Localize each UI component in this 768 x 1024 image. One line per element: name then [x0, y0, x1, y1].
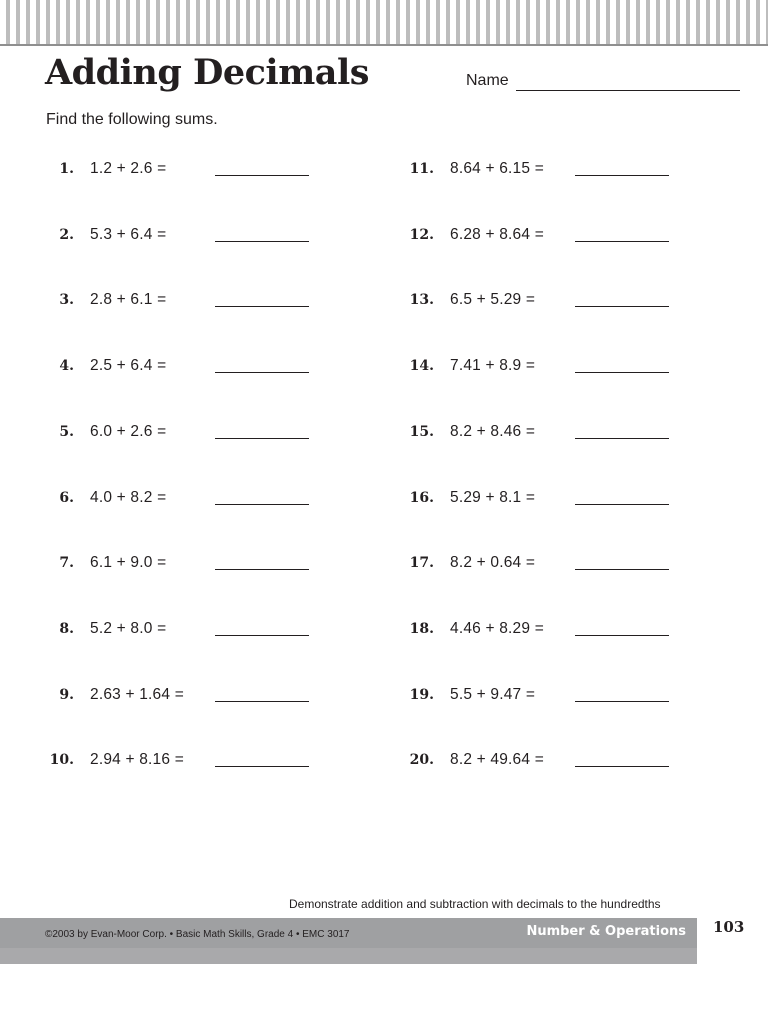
problem-expression: 5.29 + 8.1 = — [450, 488, 536, 506]
problem-expression: 8.2 + 49.64 = — [450, 751, 544, 769]
problem-number: 11. — [409, 161, 434, 177]
problem-expression: 1.2 + 2.6 = — [90, 160, 167, 177]
problem-item — [407, 619, 737, 643]
problem-number: 17. — [409, 555, 434, 572]
problem-expression: 5.5 + 9.47 = — [450, 685, 536, 703]
name-blank-line[interactable] — [516, 90, 740, 91]
answer-blank[interactable] — [575, 241, 669, 242]
problem-expression: 5.2 + 8.0 = — [90, 619, 167, 637]
problem-item — [407, 685, 737, 709]
problem-item — [407, 750, 737, 774]
problem-number: 2. — [59, 226, 74, 243]
problem-item — [407, 488, 737, 512]
problem-number: 1. — [59, 161, 74, 177]
answer-blank[interactable] — [215, 569, 309, 570]
problem-item — [407, 553, 737, 577]
instructions: Find the following sums. — [46, 111, 218, 128]
problem-item — [407, 225, 737, 249]
problem-expression: 2.94 + 8.16 = — [90, 751, 184, 769]
problem-number: 4. — [59, 358, 74, 375]
problem-expression: 6.28 + 8.64 = — [450, 225, 544, 243]
answer-blank[interactable] — [575, 372, 669, 373]
answer-blank[interactable] — [575, 504, 669, 505]
problem-expression: 6.1 + 9.0 = — [90, 554, 167, 572]
answer-blank[interactable] — [215, 372, 309, 373]
problem-item — [47, 750, 377, 774]
answer-blank[interactable] — [215, 504, 309, 505]
answer-blank[interactable] — [575, 701, 669, 702]
problem-expression: 2.8 + 6.1 = — [90, 291, 167, 309]
problem-item — [47, 290, 377, 314]
problem-number: 9. — [59, 686, 74, 703]
problem-item — [407, 290, 737, 314]
answer-blank[interactable] — [215, 635, 309, 636]
problem-item — [407, 422, 737, 446]
answer-blank[interactable] — [215, 438, 309, 439]
copyright-text: ©2003 by Evan-Moor Corp. • Basic Math Skills, Grade 4 • EMC 3017 — [45, 929, 350, 940]
problem-expression: 5.3 + 6.4 = — [90, 225, 167, 243]
answer-blank[interactable] — [575, 569, 669, 570]
problem-expression: 4.0 + 8.2 = — [90, 488, 167, 506]
problem-item — [47, 159, 377, 183]
problem-item — [47, 553, 377, 577]
answer-blank[interactable] — [215, 241, 309, 242]
answer-blank[interactable] — [575, 766, 669, 767]
decorative-stripe-border — [0, 0, 768, 44]
problem-number: 19. — [409, 686, 434, 703]
problem-expression: 8.64 + 6.15 = — [450, 160, 544, 177]
problem-expression: 6.0 + 2.6 = — [90, 422, 167, 440]
problem-item — [47, 488, 377, 512]
page-title: Adding Decimals — [45, 52, 369, 93]
problem-expression: 7.41 + 8.9 = — [450, 357, 536, 375]
problem-item — [47, 685, 377, 709]
problem-number: 12. — [409, 226, 434, 243]
stripe-border-baseline — [0, 44, 768, 46]
problem-expression: 6.5 + 5.29 = — [450, 291, 536, 309]
problem-expression: 2.63 + 1.64 = — [90, 685, 184, 703]
name-field[interactable] — [466, 72, 742, 94]
problem-expression: 2.5 + 6.4 = — [90, 357, 167, 375]
answer-blank[interactable] — [215, 175, 309, 176]
problem-expression: 4.46 + 8.29 = — [450, 619, 544, 637]
answer-blank[interactable] — [575, 306, 669, 307]
problem-number: 10. — [49, 752, 74, 769]
problem-number: 6. — [59, 489, 74, 506]
problem-item — [47, 356, 377, 380]
problem-item — [47, 619, 377, 643]
problem-expression: 8.2 + 8.46 = — [450, 422, 536, 440]
problem-number: 18. — [409, 620, 434, 637]
problem-number: 3. — [59, 292, 74, 309]
problem-number: 5. — [59, 423, 74, 440]
problem-expression: 8.2 + 0.64 = — [450, 554, 536, 572]
problem-number: 8. — [59, 620, 74, 637]
problem-item — [47, 225, 377, 249]
problem-item — [407, 159, 737, 183]
answer-blank[interactable] — [575, 438, 669, 439]
problem-item — [47, 422, 377, 446]
problem-number: 15. — [409, 423, 434, 440]
problem-number: 7. — [59, 555, 74, 572]
answer-blank[interactable] — [575, 175, 669, 176]
learning-standard: Demonstrate addition and subtraction with decimals to the hundredths — [289, 897, 661, 911]
problem-item — [407, 356, 737, 380]
page-number: 103 — [713, 918, 745, 936]
problem-number: 14. — [409, 358, 434, 375]
section-label: Number & Operations — [526, 924, 686, 939]
answer-blank[interactable] — [215, 766, 309, 767]
answer-blank[interactable] — [215, 701, 309, 702]
answer-blank[interactable] — [215, 306, 309, 307]
name-label: Name — [466, 72, 509, 89]
problem-number: 20. — [409, 752, 434, 769]
problem-number: 13. — [409, 292, 434, 309]
problem-number: 16. — [409, 489, 434, 506]
answer-blank[interactable] — [575, 635, 669, 636]
